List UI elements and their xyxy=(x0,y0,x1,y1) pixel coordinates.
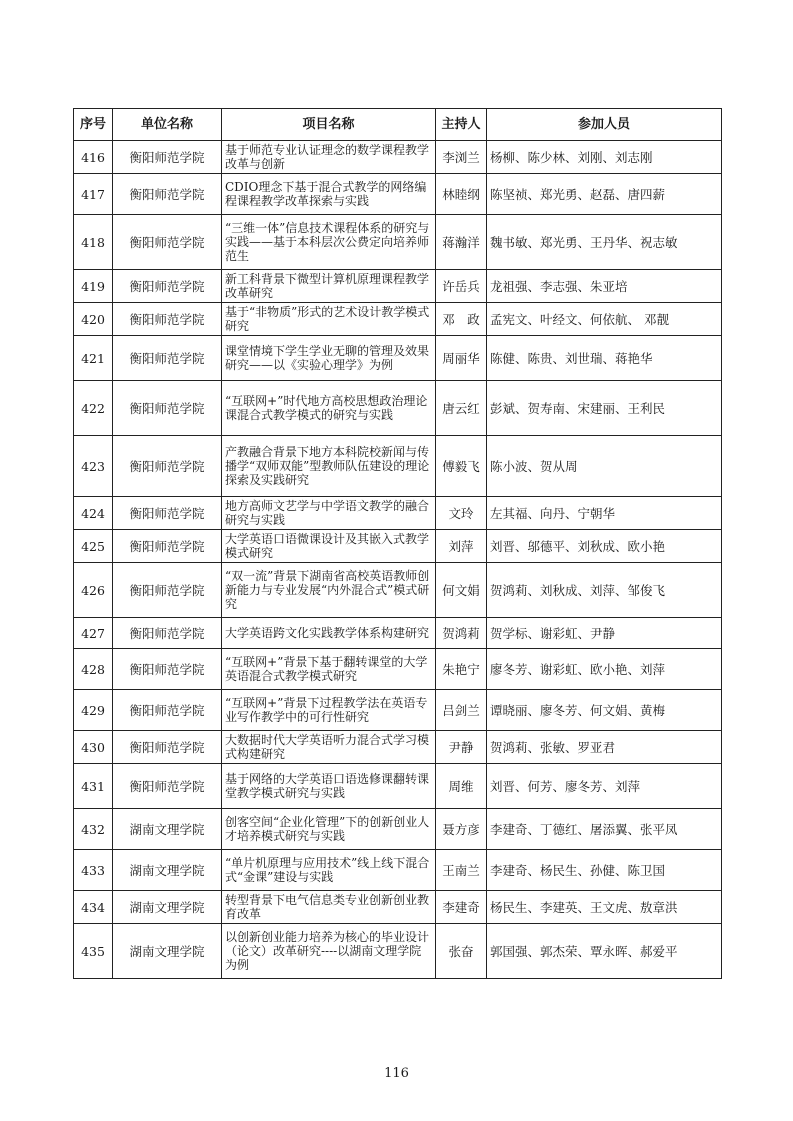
row-host: 贺鸿莉 xyxy=(436,618,487,649)
row-host: 邓 政 xyxy=(436,303,487,336)
table-body xyxy=(74,141,722,979)
row-unit-name: 衡阳师范学院 xyxy=(113,530,222,563)
row-host: 尹静 xyxy=(436,731,487,764)
row-number: 417 xyxy=(74,174,113,215)
row-host: 何文娟 xyxy=(436,563,487,618)
table-row xyxy=(74,618,722,649)
row-host: 张奋 xyxy=(436,924,487,979)
table-row xyxy=(74,690,722,731)
row-host: 李建奇 xyxy=(436,891,487,924)
table-header-row xyxy=(74,109,722,141)
row-members: 陈小波、贺从周 xyxy=(487,436,722,497)
row-project-name: 基于“非物质”形式的艺术设计教学模式研究 xyxy=(222,303,436,336)
row-members: 贺学标、谢彩虹、尹静 xyxy=(487,618,722,649)
row-members: 孟宪文、叶经文、何依航、 邓靓 xyxy=(487,303,722,336)
row-number: 434 xyxy=(74,891,113,924)
row-number: 432 xyxy=(74,809,113,850)
row-unit-name: 衡阳师范学院 xyxy=(113,303,222,336)
row-host: 文玲 xyxy=(436,497,487,530)
table-row xyxy=(74,303,722,336)
row-members: 刘晋、邬德平、刘秋成、欧小艳 xyxy=(487,530,722,563)
row-unit-name: 衡阳师范学院 xyxy=(113,690,222,731)
row-project-name: “互联网+”时代地方高校思想政治理论课混合式教学模式的研究与实践 xyxy=(222,381,436,436)
table-row xyxy=(74,809,722,850)
row-unit-name: 衡阳师范学院 xyxy=(113,764,222,809)
row-number: 419 xyxy=(74,270,113,303)
header-host: 主持人 xyxy=(436,109,487,141)
row-members: 李建奇、丁德红、屠添翼、张平凤 xyxy=(487,809,722,850)
row-number: 430 xyxy=(74,731,113,764)
row-unit-name: 湖南文理学院 xyxy=(113,924,222,979)
row-host: 周维 xyxy=(436,764,487,809)
project-table xyxy=(73,108,722,979)
row-project-name: 地方高师文艺学与中学语文教学的融合研究与实践 xyxy=(222,497,436,530)
row-unit-name: 衡阳师范学院 xyxy=(113,141,222,174)
row-project-name: CDIO理念下基于混合式教学的网络编程课程教学改革探索与实践 xyxy=(222,174,436,215)
row-number: 429 xyxy=(74,690,113,731)
row-project-name: 大数据时代大学英语听力混合式学习模式构建研究 xyxy=(222,731,436,764)
row-host: 唐云红 xyxy=(436,381,487,436)
row-project-name: 课堂情境下学生学业无聊的管理及效果研究——以《实验心理学》为例 xyxy=(222,336,436,381)
table-row xyxy=(74,141,722,174)
row-project-name: 基于网络的大学英语口语选修课翻转课堂教学模式研究与实践 xyxy=(222,764,436,809)
row-host: 王南兰 xyxy=(436,850,487,891)
row-members: 廖冬芳、谢彩虹、欧小艳、刘萍 xyxy=(487,649,722,690)
table-row xyxy=(74,497,722,530)
table-row xyxy=(74,336,722,381)
row-unit-name: 衡阳师范学院 xyxy=(113,174,222,215)
table-row xyxy=(74,436,722,497)
row-number: 421 xyxy=(74,336,113,381)
row-host: 蒋瀚洋 xyxy=(436,215,487,270)
row-host: 林睦纲 xyxy=(436,174,487,215)
row-members: 杨民生、李建英、王文虎、敖章洪 xyxy=(487,891,722,924)
row-number: 431 xyxy=(74,764,113,809)
row-number: 423 xyxy=(74,436,113,497)
row-members: 左其福、向丹、宁朝华 xyxy=(487,497,722,530)
row-number: 424 xyxy=(74,497,113,530)
header-project: 项目名称 xyxy=(222,109,436,141)
row-members: 刘晋、何芳、廖冬芳、刘萍 xyxy=(487,764,722,809)
table-row xyxy=(74,215,722,270)
row-project-name: “互联网+”背景下过程教学法在英语专业写作教学中的可行性研究 xyxy=(222,690,436,731)
row-project-name: “单片机原理与应用技术”线上线下混合式“金课”建设与实践 xyxy=(222,850,436,891)
row-number: 435 xyxy=(74,924,113,979)
table-row xyxy=(74,649,722,690)
row-unit-name: 衡阳师范学院 xyxy=(113,436,222,497)
row-number: 418 xyxy=(74,215,113,270)
row-members: 魏书敏、郑光勇、王丹华、祝志敏 xyxy=(487,215,722,270)
row-number: 416 xyxy=(74,141,113,174)
row-host: 吕剑兰 xyxy=(436,690,487,731)
row-host: 朱艳宁 xyxy=(436,649,487,690)
row-unit-name: 衡阳师范学院 xyxy=(113,336,222,381)
row-project-name: “互联网+”背景下基于翻转课堂的大学英语混合式教学模式研究 xyxy=(222,649,436,690)
row-project-name: 产教融合背景下地方本科院校新闻与传播学“双师双能”型教师队伍建设的理论探索及实践研究 xyxy=(222,436,436,497)
row-project-name: 以创新创业能力培养为核心的毕业设计（论文）改革研究----以湖南文理学院为例 xyxy=(222,924,436,979)
row-project-name: 大学英语口语微课设计及其嵌入式教学模式研究 xyxy=(222,530,436,563)
row-project-name: 转型背景下电气信息类专业创新创业教育改革 xyxy=(222,891,436,924)
row-host: 许岳兵 xyxy=(436,270,487,303)
row-host: 傅毅飞 xyxy=(436,436,487,497)
table-row xyxy=(74,174,722,215)
row-unit-name: 湖南文理学院 xyxy=(113,809,222,850)
row-unit-name: 湖南文理学院 xyxy=(113,891,222,924)
row-members: 李建奇、杨民生、孙健、陈卫国 xyxy=(487,850,722,891)
header-members: 参加人员 xyxy=(487,109,722,141)
row-unit-name: 衡阳师范学院 xyxy=(113,215,222,270)
row-unit-name: 衡阳师范学院 xyxy=(113,563,222,618)
row-members: 郭国强、郭杰荣、覃永晖、郝爱平 xyxy=(487,924,722,979)
row-unit-name: 衡阳师范学院 xyxy=(113,649,222,690)
table-row xyxy=(74,731,722,764)
row-members: 陈健、陈贵、刘世瑞、蒋艳华 xyxy=(487,336,722,381)
row-number: 433 xyxy=(74,850,113,891)
row-unit-name: 湖南文理学院 xyxy=(113,850,222,891)
table-row xyxy=(74,764,722,809)
row-number: 422 xyxy=(74,381,113,436)
table-row xyxy=(74,891,722,924)
row-number: 425 xyxy=(74,530,113,563)
row-members: 贺鸿莉、刘秋成、刘萍、邹俊飞 xyxy=(487,563,722,618)
row-unit-name: 衡阳师范学院 xyxy=(113,381,222,436)
row-project-name: “三维一体”信息技术课程体系的研究与实践——基于本科层次公费定向培养师范生 xyxy=(222,215,436,270)
row-unit-name: 衡阳师范学院 xyxy=(113,618,222,649)
row-members: 贺鸿莉、张敏、罗亚君 xyxy=(487,731,722,764)
row-host: 李浏兰 xyxy=(436,141,487,174)
row-unit-name: 衡阳师范学院 xyxy=(113,731,222,764)
row-project-name: 大学英语跨文化实践教学体系构建研究 xyxy=(222,618,436,649)
table-row xyxy=(74,381,722,436)
header-unit: 单位名称 xyxy=(113,109,222,141)
table-row xyxy=(74,530,722,563)
table-row xyxy=(74,563,722,618)
row-number: 428 xyxy=(74,649,113,690)
header-no: 序号 xyxy=(74,109,113,141)
row-members: 杨柳、陈少林、刘刚、刘志刚 xyxy=(487,141,722,174)
page-number: 116 xyxy=(384,1066,409,1081)
row-unit-name: 衡阳师范学院 xyxy=(113,497,222,530)
table-row xyxy=(74,270,722,303)
row-project-name: “双一流”背景下湖南省高校英语教师创新能力与专业发展“内外混合式”模式研究 xyxy=(222,563,436,618)
row-members: 龙祖强、李志强、朱亚培 xyxy=(487,270,722,303)
row-project-name: 新工科背景下微型计算机原理课程教学改革研究 xyxy=(222,270,436,303)
row-host: 周丽华 xyxy=(436,336,487,381)
table-row xyxy=(74,850,722,891)
row-project-name: 基于师范专业认证理念的数学课程教学改革与创新 xyxy=(222,141,436,174)
row-number: 427 xyxy=(74,618,113,649)
row-members: 彭斌、贺寿南、宋建丽、王利民 xyxy=(487,381,722,436)
row-members: 谭晓丽、廖冬芳、何文娟、黄梅 xyxy=(487,690,722,731)
row-host: 聂方彦 xyxy=(436,809,487,850)
row-host: 刘萍 xyxy=(436,530,487,563)
row-number: 420 xyxy=(74,303,113,336)
row-members: 陈坚祯、郑光勇、赵磊、唐四薪 xyxy=(487,174,722,215)
row-project-name: 创客空间“企业化管理”下的创新创业人才培养模式研究与实践 xyxy=(222,809,436,850)
row-unit-name: 衡阳师范学院 xyxy=(113,270,222,303)
table-row xyxy=(74,924,722,979)
row-number: 426 xyxy=(74,563,113,618)
